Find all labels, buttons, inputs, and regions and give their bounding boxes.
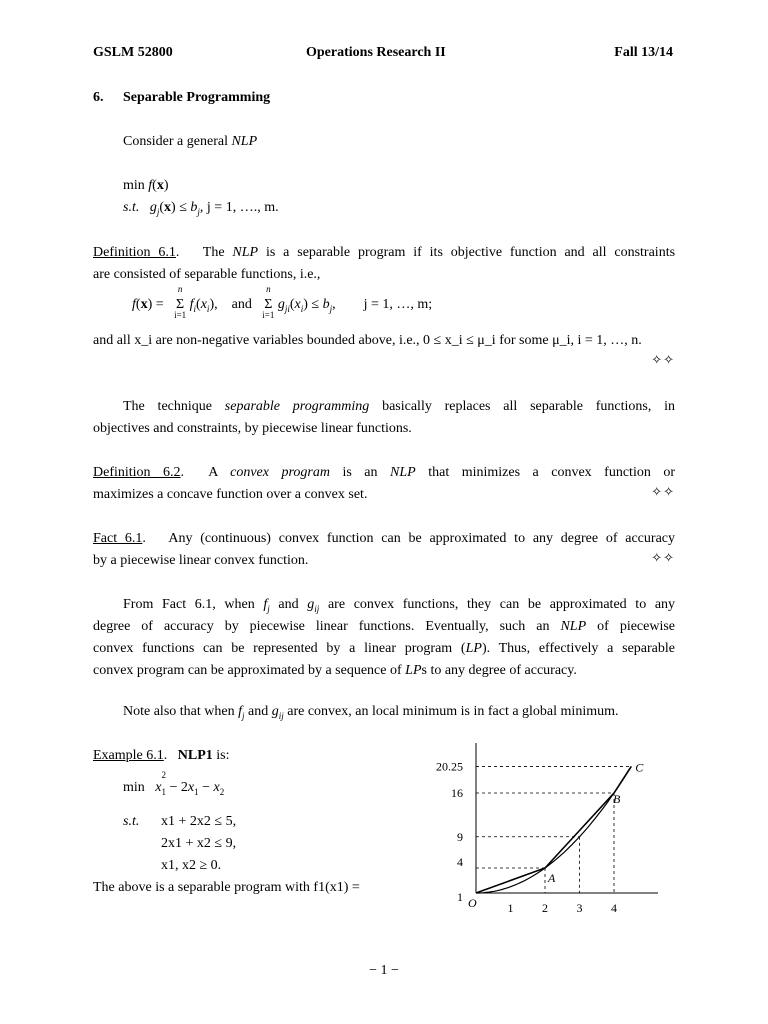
note-line: Note also that when $f_j$ and $g_{ij}$ are convex, an local minimum is in fact a global minimum. (123, 704, 619, 721)
para-line3: convex functions can be represented by a linear program (LP). Thus, effectively a separable (93, 641, 675, 656)
section-number: 6. (93, 90, 104, 105)
example-st: s.t. (123, 814, 140, 829)
x-tick-label: 2 (542, 901, 548, 915)
x-tick-label: 4 (611, 901, 617, 915)
term: Fall 13/14 (614, 45, 673, 60)
example-closing: The above is a separable program with f1(x1) = (93, 880, 360, 895)
page-number: − 1 − (369, 963, 399, 978)
constraint: s.t. $g_j(x) \le b_j$, j = 1, …., m. (123, 200, 279, 217)
point-label-C: C (635, 760, 644, 775)
series-0 (476, 766, 631, 893)
y-tick-label: 9 (457, 829, 463, 844)
y-tick-label: 1 (457, 890, 463, 904)
objective: min f(x) (123, 178, 169, 193)
end-mark-icon: ✧✧ (651, 550, 675, 565)
intro-text: Consider a general NLP (123, 134, 258, 149)
point-label-O: O (468, 896, 477, 910)
fact61-line1: Fact 6.1. Any (continuous) convex function can be approximated to any degree of accuracy (93, 531, 675, 546)
fact61-line2: by a piecewise linear convex function. (93, 553, 309, 568)
example-objective: min x 2 $_1 - 2x_1 - x_2$ (123, 770, 225, 797)
def62-line1: Definition 6.2. A convex program is an NLP that minimizes a convex function or (93, 465, 675, 480)
def61-line1: Definition 6.1. The NLP is a separable program if its objective function and all constraints (93, 245, 676, 260)
end-mark-icon: ✧✧ (651, 484, 675, 499)
point-label-B: B (613, 792, 621, 806)
section-title: Separable Programming (123, 90, 271, 105)
end-mark-icon: ✧✧ (651, 352, 675, 367)
y-tick-label: 20.25 (436, 759, 463, 774)
y-tick-label: 4 (457, 855, 463, 869)
para-line2: degree of accuracy by piecewise linear functions. Eventually, such an NLP of piecewise (93, 619, 676, 634)
x-tick-label: 3 (576, 901, 583, 915)
example-heading: Example 6.1. NLP1 is: (93, 748, 230, 763)
technique-line2: objectives and constraints, by piecewise linear functions. (93, 421, 412, 436)
def61-line2: are consisted of separable functions, i.e., (93, 267, 321, 282)
y-tick-label: 16 (451, 786, 463, 800)
example-c3: x1, x2 ≥ 0. (161, 858, 222, 873)
para-line4: convex program can be approximated by a sequence of LPs to any degree of accuracy. (93, 663, 577, 678)
def61-line3: and all x_i are non-negative variables bounded above, i.e., 0 ≤ x_i ≤ μ_i for some μ_i, i = 1, …, n. (93, 333, 642, 348)
x-tick-label: 1 (507, 901, 514, 915)
def61-formula: f(x) = n Σ i=1 $f_i(x_i)$, and n Σ i=1 $g_{ji}(x_i) \le b_j$, j = 1, …, m; (132, 284, 433, 320)
example-c1: x1 + 2x2 ≤ 5, (161, 814, 237, 829)
def62-line2: maximizes a concave function over a convex set. (93, 487, 368, 502)
course-code: GSLM 52800 (93, 45, 173, 60)
course-title: Operations Research II (306, 45, 446, 60)
series-1 (476, 766, 631, 893)
point-label-A: A (548, 871, 556, 885)
technique-line1: The technique separable programming basically replaces all separable functions, in (123, 399, 676, 414)
example-c2: 2x1 + x2 ≤ 9, (161, 836, 237, 851)
para-line1: From Fact 6.1, when $f_j$ and $g_{ij}$ are convex functions, they can be approximated to any (123, 597, 676, 614)
